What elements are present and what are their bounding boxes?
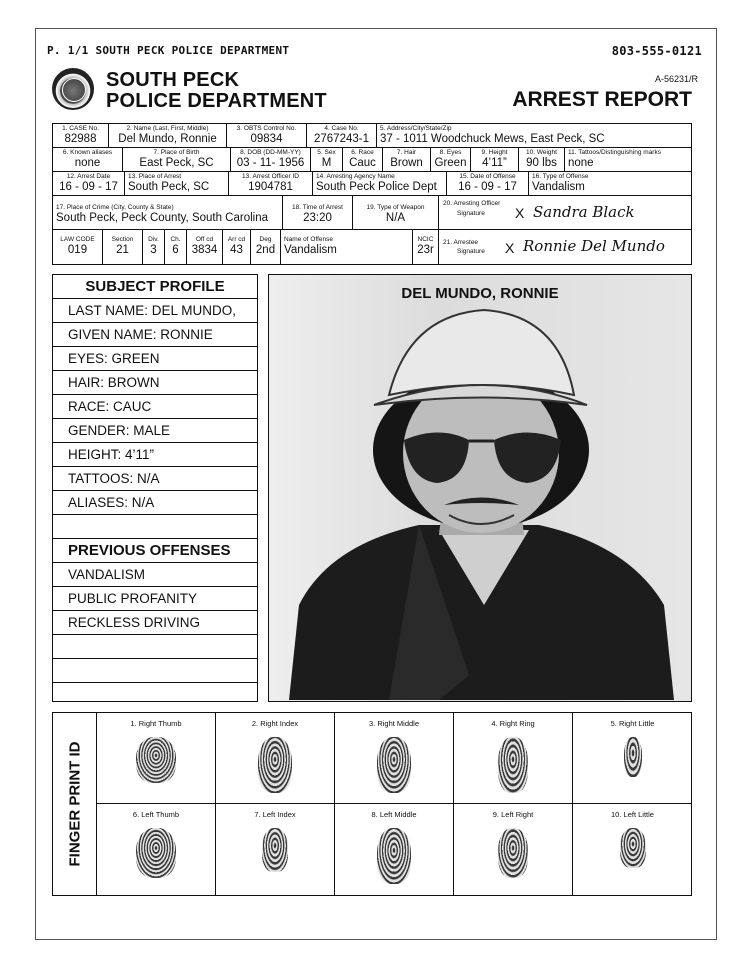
offense-name-field: Name of Offense Vandalism: [281, 230, 413, 264]
profile-row: GIVEN NAME: RONNIE: [53, 323, 257, 347]
reference-number: A-56231/R: [654, 74, 698, 84]
fingerprint-icon: [262, 828, 288, 872]
name-field: 2. Name (Last, First, Middle) Del Mundo, Ronnie: [109, 124, 227, 147]
aliases-field: 6. Known aliases none: [53, 148, 123, 171]
ncic-field: NCIC 23r: [413, 230, 439, 264]
fingerprint-icon: [377, 737, 411, 793]
fingerprint-icon: [624, 737, 642, 777]
fingerprint-icon: [377, 828, 411, 884]
dept-line-2: POLICE DEPARTMENT: [106, 90, 327, 112]
offense-row: RECKLESS DRIVING: [53, 611, 257, 635]
fax-header: P. 1/1 SOUTH PECK POLICE DEPARTMENT: [47, 44, 290, 57]
previous-offenses-title: PREVIOUS OFFENSES: [53, 539, 257, 563]
officer-signature-field: 20. Arresting Officer Signature X Sandra Black: [443, 200, 635, 221]
deg-field: Deg 2nd: [251, 230, 281, 264]
subject-profile: [52, 274, 258, 702]
address-field: 5. Address/City/State/Zip 37 - 1011 Woodchuck Mews, East Peck, SC: [380, 125, 605, 145]
weight-field: 10. Weight 90 lbs: [519, 148, 565, 171]
officer-id-field: 13. Arrest Officer ID 1904781: [229, 172, 313, 195]
mugshot-photo: [268, 274, 692, 702]
arrestee-signature: Ronnie Del Mundo: [523, 237, 665, 255]
agency-field: 14. Arresting Agency Name South Peck Police Dept: [313, 172, 447, 195]
profile-row: HAIR: BROWN: [53, 371, 257, 395]
officer-signature: Sandra Black: [533, 203, 635, 221]
offense-type-field: 16. Type of Offense Vandalism: [532, 173, 589, 193]
profile-row: TATTOOS: N/A: [53, 467, 257, 491]
info-row-5: [53, 230, 691, 264]
eyes-field: 8. Eyes Green: [431, 148, 471, 171]
arrest-date-field: 12. Arrest Date 16 - 09 - 17: [53, 172, 125, 195]
fingerprint-icon: [620, 828, 646, 868]
sex-field: 5. Sex M: [311, 148, 343, 171]
fingerprint-cell: 2. Right Index: [216, 713, 335, 804]
fingerprint-icon: [498, 828, 528, 878]
dept-line-1: SOUTH PECK: [106, 69, 240, 91]
fingerprint-cell: 6. Left Thumb: [97, 804, 216, 895]
div-field: Div. 3: [143, 230, 165, 264]
profile-row-empty: [53, 515, 257, 539]
fingerprint-cell: 3. Right Middle: [335, 713, 454, 804]
profile-row: HEIGHT: 4’11”: [53, 443, 257, 467]
info-row-1: [53, 124, 691, 148]
photo-title: DEL MUNDO, RONNIE: [401, 285, 559, 302]
obts-field: 3. OBTS Control No. 09834: [227, 124, 307, 147]
offense-row: PUBLIC PROFANITY: [53, 587, 257, 611]
info-row-2: [53, 148, 691, 172]
hair-field: 7. Hair Brown: [383, 148, 431, 171]
race-field: 6. Race Cauc: [343, 148, 383, 171]
profile-row: RACE: CAUC: [53, 395, 257, 419]
fax-phone: 803-555-0121: [611, 44, 702, 58]
case-no2-field: 4. Case No. 2767243-1: [307, 124, 377, 147]
height-field: 9. Height 4’11”: [471, 148, 519, 171]
info-row-4: [53, 196, 691, 230]
birthplace-field: 7. Place of Birth East Peck, SC: [123, 148, 231, 171]
offense-row-empty: [53, 659, 257, 683]
case-no-field: 1. CASE No. 82988: [53, 124, 109, 147]
law-code-field: LAW CODE 019: [53, 230, 103, 264]
fingerprint-cell: 10. Left Little: [573, 804, 692, 895]
crime-place-field: 17. Place of Crime (City, County & State) South Peck, Peck County, South Carolina: [53, 196, 283, 229]
fingerprint-icon: [136, 737, 176, 783]
off-cd-field: Off cd 3834: [187, 230, 223, 264]
fingerprint-side-label: FINGER PRINT ID: [53, 713, 97, 895]
department-name: [106, 70, 327, 112]
offense-row: VANDALISM: [53, 563, 257, 587]
fingerprint-cell: 9. Left Right: [454, 804, 573, 895]
mugshot-image: [269, 275, 690, 700]
offense-date-field: 15. Date of Offense 16 - 09 - 17: [447, 172, 529, 195]
info-row-3: [53, 172, 691, 196]
fingerprint-cell: 5. Right Little: [573, 713, 692, 804]
arr-cd-field: Arr cd 43: [223, 230, 251, 264]
fingerprint-section: [52, 712, 692, 896]
weapon-field: 19. Type of Weapon N/A: [353, 196, 439, 229]
profile-row: GENDER: MALE: [53, 419, 257, 443]
fingerprint-cell: 1. Right Thumb: [97, 713, 216, 804]
fingerprint-icon: [258, 737, 292, 793]
dob-field: 8. DOB (DD-MM-YY) 03 - 11- 1956: [231, 148, 311, 171]
police-seal-icon: [52, 68, 94, 110]
tattoos-field: 11. Tattoos/Distinguishing marks none: [568, 149, 661, 169]
profile-title: SUBJECT PROFILE: [53, 275, 257, 299]
arrest-info-table: [52, 123, 692, 265]
profile-row: LAST NAME: DEL MUNDO,: [53, 299, 257, 323]
profile-row: ALIASES: N/A: [53, 491, 257, 515]
fingerprint-icon: [498, 737, 528, 793]
report-title: ARREST REPORT: [512, 88, 692, 111]
fingerprint-cell: 4. Right Ring: [454, 713, 573, 804]
arrest-time-field: 18. Time of Arrest 23:20: [283, 196, 353, 229]
ch-field: Ch. 6: [165, 230, 187, 264]
profile-row: EYES: GREEN: [53, 347, 257, 371]
fingerprint-cell: 7. Left Index: [216, 804, 335, 895]
arrestee-signature-field: 21. Arrestee Signature X Ronnie Del Mundo: [443, 237, 665, 256]
section-field: Section 21: [103, 230, 143, 264]
fingerprint-icon: [136, 828, 176, 878]
fingerprint-cell: 8. Left Middle: [335, 804, 454, 895]
offense-row-empty: [53, 635, 257, 659]
arrest-place-field: 13. Place of Arrest South Peck, SC: [125, 172, 229, 195]
